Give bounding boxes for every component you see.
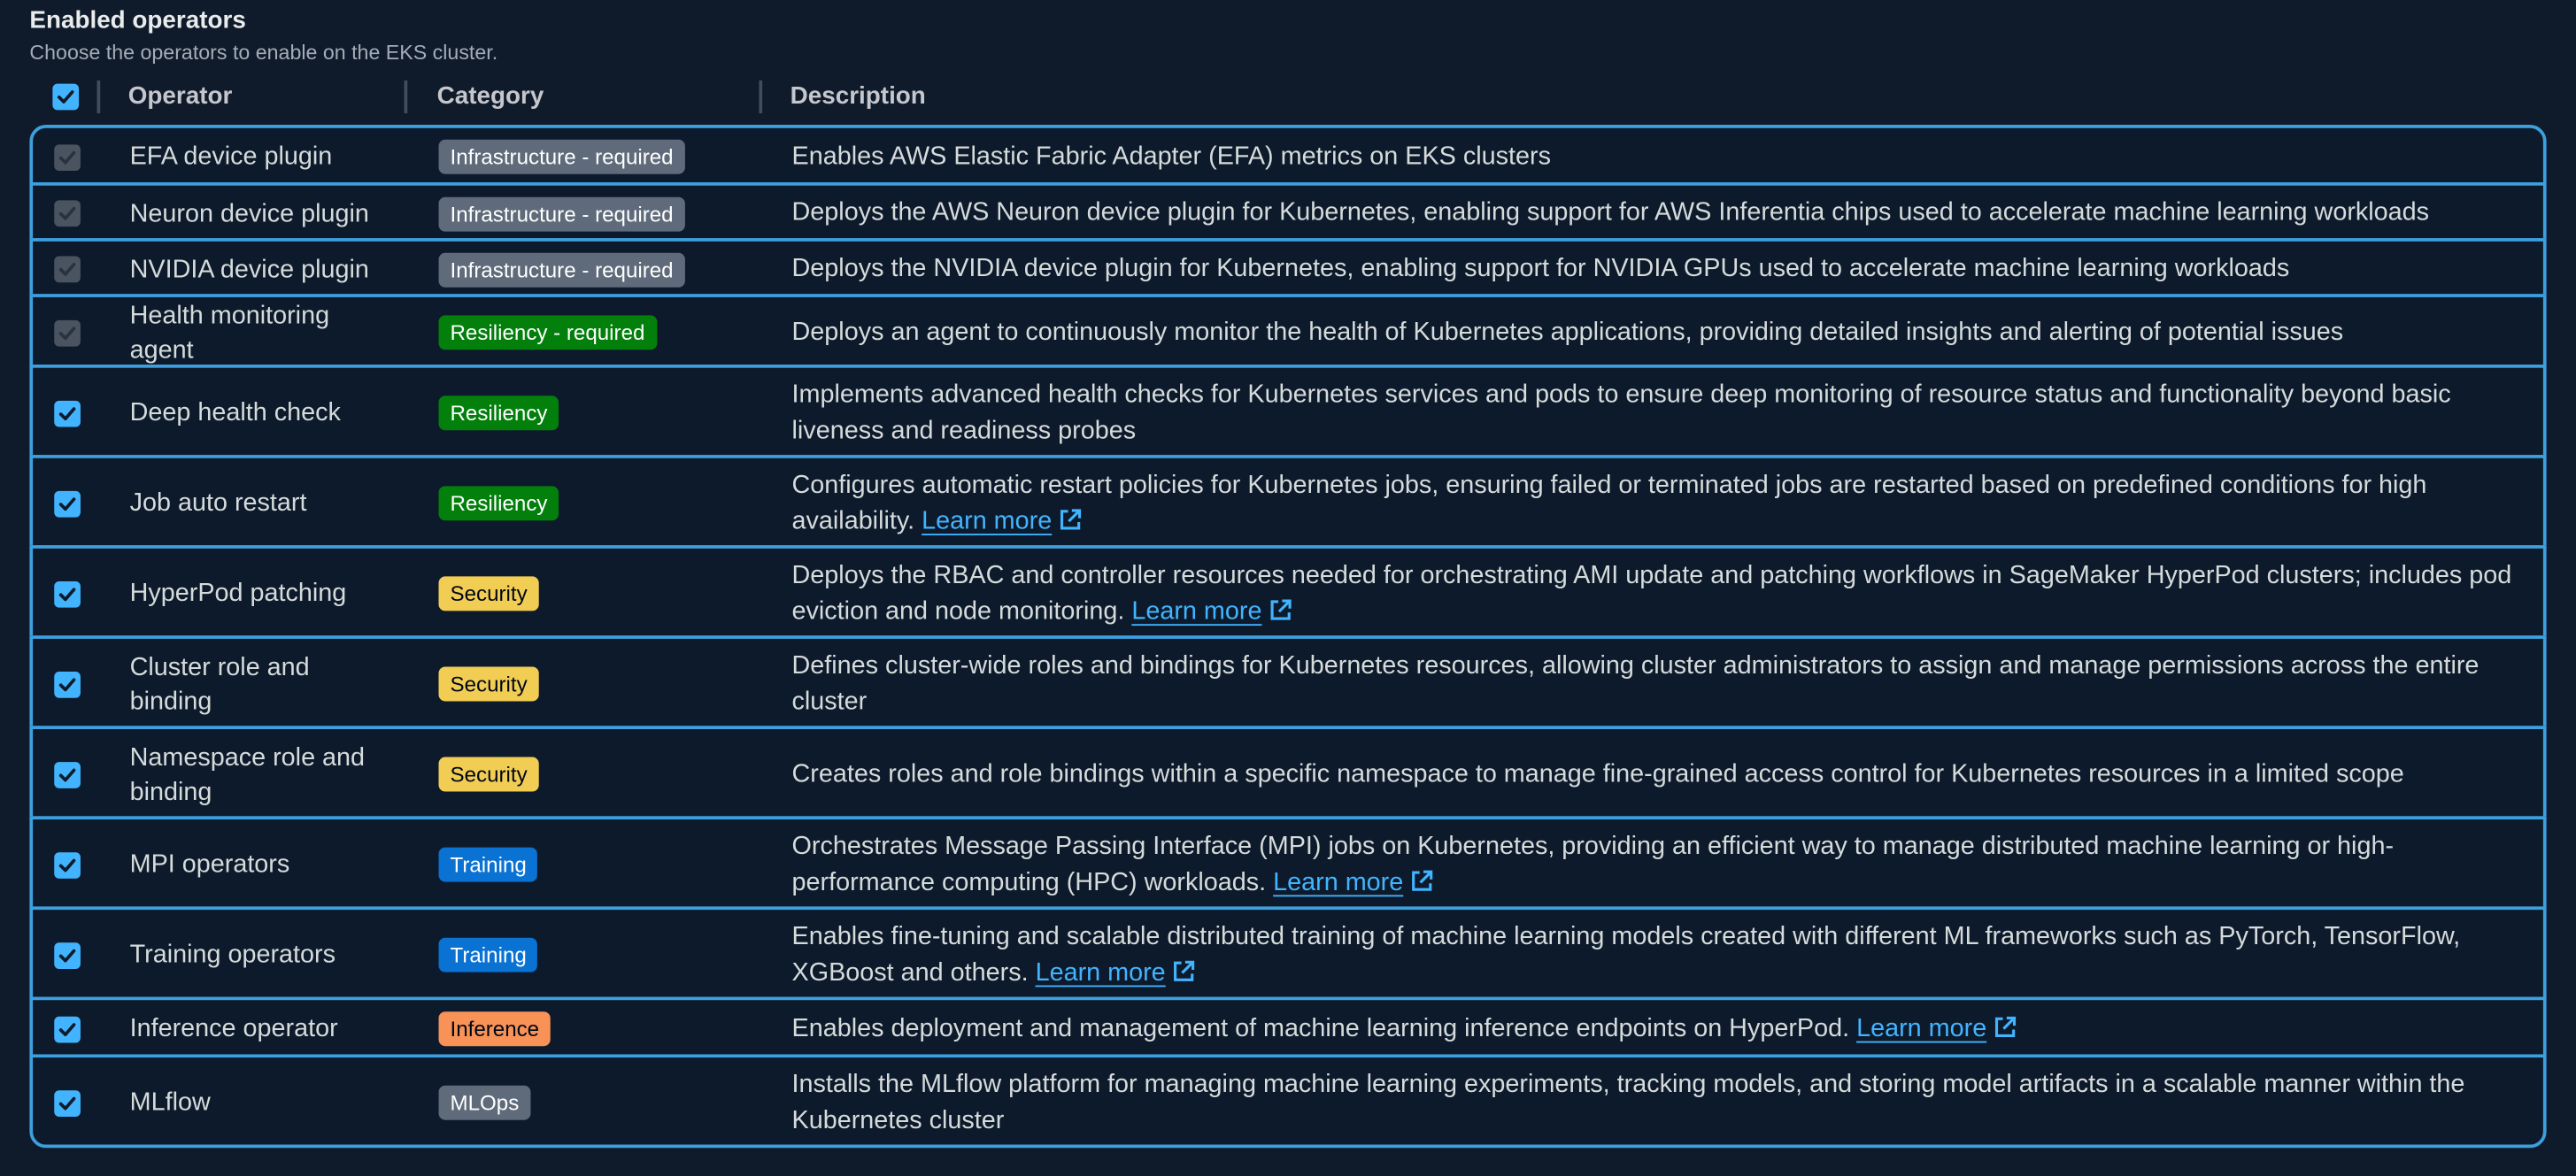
description-text: Creates roles and role bindings within a specific namespace to manage fine-grained access control for Kubernetes resources in a limited scope [791, 760, 2404, 788]
row-checkbox[interactable] [54, 400, 81, 427]
checkmark-icon [56, 87, 75, 106]
description-text: Enables AWS Elastic Fabric Adapter (EFA) metrics on EKS clusters [791, 142, 1551, 172]
category-cell [439, 315, 657, 350]
operator-name: Namespace role and binding [129, 743, 366, 807]
operator-description [792, 1067, 2534, 1138]
checkmark-icon [58, 323, 77, 342]
section-subtitle: Choose the operators to enable on the EKS cluster. [29, 41, 498, 65]
description-text: Installs the MLflow platform for managing machine learning experiments, tracking models, and storing model artifacts in a scalable manner within the Kubernetes cluster [791, 1071, 2465, 1134]
checkmark-icon [58, 674, 77, 694]
learn-more-label: Learn more [1273, 867, 1404, 896]
operator-name: MPI operators [129, 850, 290, 879]
operator-name: NVIDIA device plugin [129, 256, 369, 285]
learn-more-link[interactable] [1036, 958, 1197, 987]
checkmark-icon [58, 1093, 77, 1112]
table-row [29, 1054, 2546, 1148]
checkmark-icon [58, 147, 77, 166]
category-cell [439, 666, 539, 701]
category-badge: Infrastructure - required [439, 253, 685, 288]
column-divider[interactable] [405, 81, 408, 113]
external-link-icon [1410, 868, 1435, 893]
category-badge: Training [439, 848, 538, 882]
operator-description [792, 315, 2534, 350]
table-row [29, 455, 2546, 549]
column-header-category[interactable]: Category [436, 81, 544, 111]
category-badge: Training [439, 938, 538, 972]
description-text: Defines cluster-wide roles and bindings for Kubernetes resources, allowing cluster administrators to assign and manage permissions across the entire cluster [791, 651, 2480, 716]
column-header-description[interactable]: Description [790, 81, 926, 111]
column-divider[interactable] [96, 81, 100, 113]
table-row [29, 726, 2546, 819]
category-cell [439, 1011, 551, 1046]
external-link-icon [1269, 597, 1293, 622]
operator-name: Training operators [129, 941, 336, 969]
table-row [29, 182, 2546, 242]
category-cell [439, 253, 685, 288]
learn-more-link[interactable] [1273, 868, 1434, 896]
checkmark-icon [58, 494, 77, 513]
operator-name: Job auto restart [129, 489, 307, 518]
category-cell [439, 938, 538, 972]
description-text: Deploys the RBAC and controller resources needed for orchestrating AMI update and patching workflows in SageMaker HyperPod clusters; includes pod eviction and node monitoring. [791, 561, 2512, 626]
table-row [29, 906, 2546, 1000]
row-checkbox [54, 143, 81, 170]
learn-more-label: Learn more [1131, 596, 1262, 626]
learn-more-link[interactable] [1131, 597, 1292, 626]
category-cell [439, 140, 685, 174]
category-badge: Infrastructure - required [439, 140, 685, 174]
operator-name: Cluster role and binding [129, 653, 310, 717]
description-text: Deploys the AWS Neuron device plugin for Kubernetes, enabling support for AWS Inferentia chips used to accelerate machine learning workloads [791, 198, 2430, 227]
row-checkbox [54, 257, 81, 283]
category-cell [439, 486, 559, 520]
external-link-icon [1172, 958, 1197, 983]
category-cell [439, 848, 538, 882]
operator-name: HyperPod patching [129, 580, 347, 608]
table-row [29, 294, 2546, 368]
row-checkbox[interactable] [54, 942, 81, 968]
row-checkbox[interactable] [54, 671, 81, 697]
category-cell [439, 1086, 531, 1120]
table-row [29, 238, 2546, 297]
row-checkbox[interactable] [54, 851, 81, 878]
description-text: Configures automatic restart policies for Kubernetes jobs, ensuring failed or terminated jobs are restarted based on predefined conditions for high availability. [791, 471, 2427, 535]
column-divider[interactable] [759, 81, 762, 113]
category-cell [439, 757, 539, 792]
table-row [29, 635, 2546, 729]
table-row [29, 125, 2546, 186]
description-text: Enables fine-tuning and scalable distributed training of machine learning models created with different ML frameworks such as PyTorch, TensorFlow, XGBoost and others. [791, 922, 2461, 987]
operator-description [792, 1011, 2534, 1047]
learn-more-label: Learn more [922, 506, 1053, 535]
category-cell [439, 576, 539, 611]
operator-description [792, 468, 2534, 539]
learn-more-label: Learn more [1856, 1014, 1987, 1043]
operator-description [792, 649, 2534, 719]
category-cell [439, 396, 559, 430]
operator-name: Neuron device plugin [129, 200, 369, 228]
select-all-checkbox[interactable] [52, 84, 79, 111]
operator-description [792, 757, 2534, 793]
operator-name: Inference operator [129, 1014, 338, 1043]
category-badge: Resiliency [439, 486, 559, 520]
row-checkbox[interactable] [54, 1016, 81, 1042]
description-text: Implements advanced health checks for Kubernetes services and pods to ensure deep monitoring of resource status and functionality beyond basic liveness and readiness probes [791, 380, 2451, 445]
checkmark-icon [58, 584, 77, 603]
row-checkbox[interactable] [54, 580, 81, 607]
checkmark-icon [58, 404, 77, 423]
table-header [29, 75, 2546, 125]
section-title: Enabled operators [29, 6, 246, 35]
operator-description [792, 140, 2534, 175]
description-text: Deploys the NVIDIA device plugin for Kubernetes, enabling support for NVIDIA GPUs used to accelerate machine learning workloads [791, 254, 2290, 283]
table-row [29, 545, 2546, 639]
category-badge: Security [439, 757, 539, 792]
row-checkbox [54, 200, 81, 227]
row-checkbox[interactable] [54, 1089, 81, 1116]
operator-description [792, 251, 2534, 287]
column-header-operator[interactable]: Operator [127, 81, 233, 111]
operator-description [792, 558, 2534, 629]
table-row [29, 365, 2546, 458]
checkmark-icon [58, 765, 77, 784]
row-checkbox [54, 319, 81, 346]
row-checkbox[interactable] [54, 490, 81, 517]
category-badge: Infrastructure - required [439, 197, 685, 232]
checkmark-icon [58, 1019, 77, 1039]
description-text: Orchestrates Message Passing Interface (MPI) jobs on Kubernetes, providing an efficient way to manage distributed machine learning or high-performance computing (HPC) workloads. [791, 832, 2395, 896]
operator-description [792, 196, 2534, 231]
checkmark-icon [58, 204, 77, 223]
operator-name: MLflow [129, 1088, 211, 1117]
operator-name: EFA device plugin [129, 142, 333, 172]
category-badge: Security [439, 576, 539, 611]
category-badge: Security [439, 666, 539, 701]
category-badge: Inference [439, 1011, 551, 1046]
checkmark-icon [58, 259, 77, 279]
external-link-icon [1994, 1015, 2018, 1040]
table-row [29, 997, 2546, 1058]
learn-more-label: Learn more [1035, 957, 1166, 987]
checkmark-icon [58, 855, 77, 874]
row-checkbox[interactable] [54, 761, 81, 788]
learn-more-link[interactable] [922, 507, 1083, 535]
checkmark-icon [58, 945, 77, 965]
operator-description [792, 829, 2534, 900]
operator-name: Deep health check [129, 398, 341, 427]
description-text: Enables deployment and management of machine learning inference endpoints on HyperPod. [791, 1014, 1850, 1043]
operator-description [792, 919, 2534, 990]
category-badge: MLOps [439, 1086, 531, 1120]
external-link-icon [1059, 507, 1084, 532]
category-badge: Resiliency - required [439, 315, 657, 350]
operator-name: Health monitoring agent [129, 302, 330, 365]
table-row [29, 816, 2546, 910]
learn-more-link[interactable] [1856, 1015, 2017, 1043]
category-badge: Resiliency [439, 396, 559, 430]
category-cell [439, 197, 685, 232]
operator-description [792, 378, 2534, 449]
description-text: Deploys an agent to continuously monitor the health of Kubernetes applications, providing detailed insights and alerting of potential issues [791, 319, 2344, 347]
